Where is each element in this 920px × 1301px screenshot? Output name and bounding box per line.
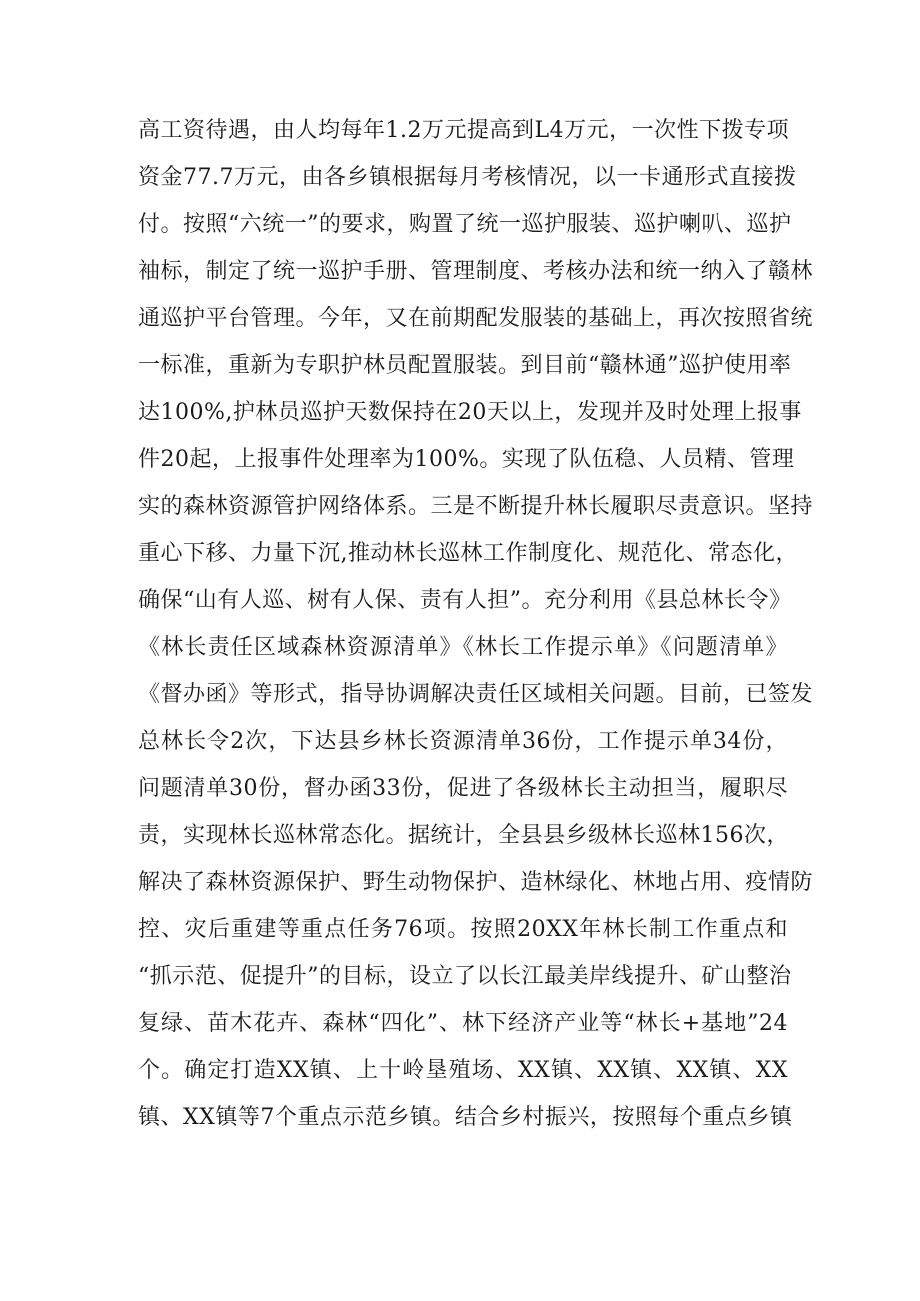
text-line: 件20起，上报事件处理率为100%。实现了队伍稳、人员精、管理 [138,447,795,472]
text-line: 《林长责任区域森林资源清单》《林长工作提示单》《问题清单》 [138,635,788,660]
text-line: 一标准，重新为专职护林员配置服装。到目前“赣林通”巡护使用率 [138,353,792,378]
text-line: 镇、XX镇等7个重点示范乡镇。结合乡村振兴，按照每个重点乡镇 [138,1105,793,1130]
text-line: 问题清单30份，督办函33份，促进了各级林长主动担当，履职尽 [138,776,788,801]
text-line: “抓示范、促提升”的目标，设立了以长江最美岸线提升、矿山整治 [138,964,792,989]
text-line: 通巡护平台管理。今年，又在前期配发服装的基础上，再次按照省统 [138,306,814,331]
text-line: 控、灾后重建等重点任务76项。按照20XX年林长制工作重点和 [138,917,788,942]
text-line: 总林长令2次，下达县乡林长资源清单36份，工作提示单34份， [138,729,788,754]
text-line: 确保“山有人巡、树有人保、责有人担”。充分利用《县总林长令》 [138,588,792,613]
text-line: 《督办函》等形式，指导协调解决责任区域相关问题。目前，已签发 [138,682,814,707]
text-line: 实的森林资源管护网络体系。三是不断提升林长履职尽责意识。坚持 [138,494,814,519]
text-line: 解决了森林资源保护、野生动物保护、造林绿化、林地占用、疫情防 [138,870,814,895]
text-line: 达100%,护林员巡护天数保持在20天以上，发现并及时处理上报事 [138,400,802,425]
text-line: 个。确定打造XX镇、上十岭垦殖场、XX镇、XX镇、XX镇、XX [138,1058,788,1083]
text-line: 高工资待遇，由人均每年1.2万元提高到L4万元，一次性下拨专项 [138,118,790,143]
text-line: 资金77.7万元，由各乡镇根据每月考核情况，以一卡通形式直接拨 [138,165,797,190]
text-line: 复绿、苗木花卉、森林“四化”、林下经济产业等“林长+基地”24 [138,1011,788,1036]
text-line: 付。按照“六统一”的要求，购置了统一巡护服装、巡护喇叭、巡护 [138,212,792,237]
text-line: 袖标，制定了统一巡护手册、管理制度、考核办法和统一纳入了赣林 [138,259,814,284]
text-line: 责，实现林长巡林常态化。据统计，全县县乡级林长巡林156次， [138,823,789,848]
text-line: 重心下移、力量下沉,推动林长巡林工作制度化、规范化、常态化， [138,541,798,566]
